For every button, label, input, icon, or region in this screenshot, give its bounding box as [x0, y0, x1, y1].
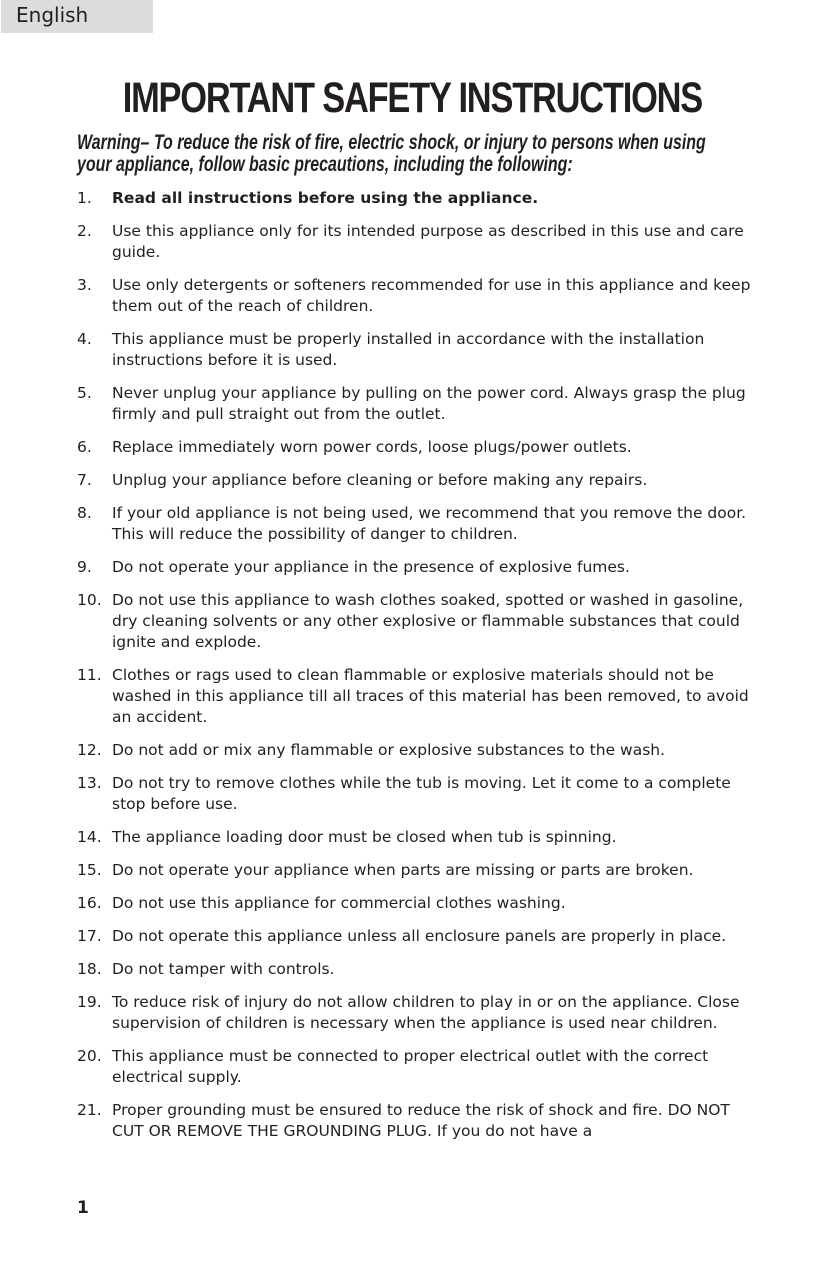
- item-text: Clothes or rags used to clean flammable or explosive materials should not be washed in this appliance till all traces of this material has been removed, to avoid an accident.: [112, 666, 749, 726]
- list-item: [77, 1100, 757, 1142]
- warning-line-1: Warning– To reduce the risk of fire, electric shock, or injury to persons when using: [77, 131, 706, 154]
- item-number: 19.: [77, 993, 102, 1011]
- item-text: Read all instructions before using the appliance.: [112, 189, 539, 207]
- item-text: Never unplug your appliance by pulling on the power cord. Always grasp the plug firmly and pull straight out from the outlet.: [112, 384, 746, 423]
- item-text: Do not add or mix any flammable or explosive substances to the wash.: [112, 741, 666, 759]
- item-number: 6.: [77, 438, 92, 456]
- list-item: [77, 773, 757, 815]
- list-item: [77, 992, 757, 1034]
- warning-line-2: your appliance, follow basic precautions, including the following:: [77, 153, 573, 176]
- list-item: [77, 221, 757, 263]
- item-text: Use only detergents or softeners recommended for use in this appliance and keep them out of the reach of children.: [112, 276, 751, 315]
- item-number: 21.: [77, 1101, 102, 1119]
- page-title: IMPORTANT SAFETY INSTRUCTIONS: [122, 74, 703, 122]
- item-number: 15.: [77, 861, 102, 879]
- list-item: [77, 557, 757, 578]
- page-number: 1: [77, 1198, 89, 1218]
- list-item: [77, 860, 757, 881]
- item-text: This appliance must be connected to proper electrical outlet with the correct electrical supply.: [112, 1047, 709, 1086]
- item-text: To reduce risk of injury do not allow children to play in or on the appliance. Close supervision of children is necessary when the appliance is used near children.: [112, 993, 740, 1032]
- item-number: 18.: [77, 960, 102, 978]
- item-number: 11.: [77, 666, 102, 684]
- item-text: The appliance loading door must be closed when tub is spinning.: [112, 828, 617, 846]
- list-item: [77, 1046, 757, 1088]
- list-item: [77, 188, 757, 209]
- item-text: Proper grounding must be ensured to reduce the risk of shock and fire. DO NOT CUT OR REMOVE THE GROUNDING PLUG. If you do not have a: [112, 1101, 730, 1140]
- item-number: 7.: [77, 471, 92, 489]
- item-text: Do not operate your appliance in the presence of explosive fumes.: [112, 558, 630, 576]
- item-number: 10.: [77, 591, 102, 609]
- list-item: [77, 329, 757, 371]
- list-item: [77, 590, 757, 653]
- item-number: 17.: [77, 927, 102, 945]
- item-text: Do not operate this appliance unless all enclosure panels are properly in place.: [112, 927, 727, 945]
- item-text: Replace immediately worn power cords, loose plugs/power outlets.: [112, 438, 632, 456]
- item-number: 20.: [77, 1047, 102, 1065]
- item-number: 13.: [77, 774, 102, 792]
- item-text: Use this appliance only for its intended purpose as described in this use and care guide.: [112, 222, 744, 261]
- item-number: 8.: [77, 504, 92, 522]
- list-item: [77, 827, 757, 848]
- item-text: Do not use this appliance to wash clothes soaked, spotted or washed in gasoline, dry cleaning solvents or any other explosive or flammable substances that could ignite and explode.: [112, 591, 744, 651]
- warning-statement: [77, 132, 746, 176]
- item-text: Do not use this appliance for commercial clothes washing.: [112, 894, 566, 912]
- list-item: [77, 383, 757, 425]
- list-item: [77, 740, 757, 761]
- item-number: 5.: [77, 384, 92, 402]
- item-text: Do not tamper with controls.: [112, 960, 335, 978]
- item-text: Do not operate your appliance when parts are missing or parts are broken.: [112, 861, 694, 879]
- list-item: [77, 926, 757, 947]
- item-number: 16.: [77, 894, 102, 912]
- list-item: [77, 893, 757, 914]
- item-number: 12.: [77, 741, 102, 759]
- list-item: [77, 275, 757, 317]
- item-text: This appliance must be properly installed in accordance with the installation instructions before it is used.: [112, 330, 705, 369]
- item-number: 14.: [77, 828, 102, 846]
- item-number: 9.: [77, 558, 92, 576]
- list-item: [77, 437, 757, 458]
- list-item: [77, 470, 757, 491]
- item-number: 1.: [77, 189, 92, 207]
- item-number: 2.: [77, 222, 92, 240]
- item-number: 4.: [77, 330, 92, 348]
- list-item: [77, 503, 757, 545]
- item-text: Do not try to remove clothes while the tub is moving. Let it come to a complete stop before use.: [112, 774, 731, 813]
- safety-instructions-list: [77, 188, 757, 1154]
- item-text: Unplug your appliance before cleaning or before making any repairs.: [112, 471, 648, 489]
- list-item: [77, 959, 757, 980]
- item-text: If your old appliance is not being used, we recommend that you remove the door. This will reduce the possibility of danger to children.: [112, 504, 747, 543]
- list-item: [77, 665, 757, 728]
- item-number: 3.: [77, 276, 92, 294]
- language-tab[interactable]: English: [1, 0, 153, 33]
